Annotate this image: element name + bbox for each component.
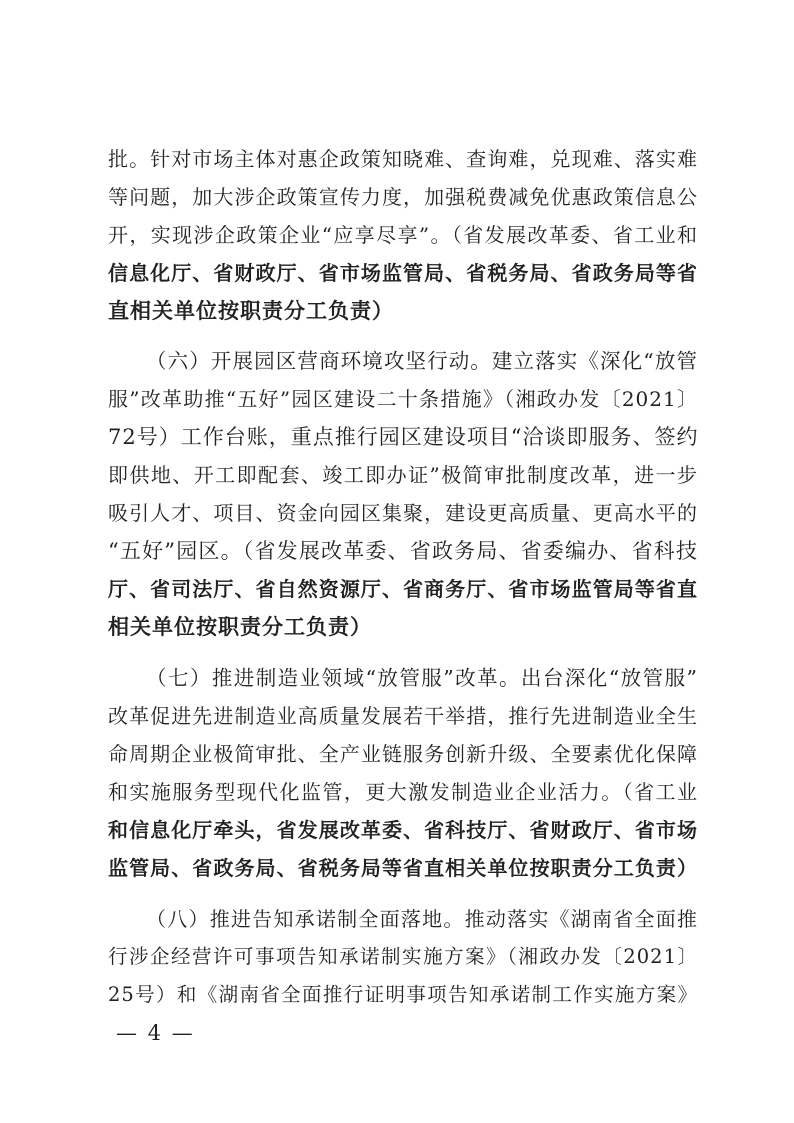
text-line: 命周期企业极简审批、全产业链服务创新升级、全要素优化保障 — [108, 742, 698, 766]
text-line: 开，实现涉企政策企业“应享尽享”。（省发展改革委、省工业和 — [108, 223, 698, 247]
text-line: 72号）工作台账，重点推行园区建设项目“洽谈即服务、签约 — [108, 425, 699, 449]
text-line: 监管局、省政务局、省税务局等省直相关单位按职责分工负责） — [108, 856, 698, 880]
paragraph-2 — [108, 342, 698, 646]
paragraph-3 — [108, 659, 698, 887]
paragraph-4 — [108, 900, 698, 1014]
text-line: 吸引人才、项目、资金向园区集聚，建设更高质量、更高水平的 — [108, 501, 698, 525]
text-line: 改革促进先进制造业高质量发展若干举措，推行先进制造业全生 — [108, 704, 698, 728]
text-line: “五好”园区。（省发展改革委、省政务局、省委编办、省科技 — [108, 539, 698, 563]
text-line: 厅、省司法厅、省自然资源厅、省商务厅、省市场监管局等省直 — [108, 577, 698, 601]
text-line: 和信息化厅牵头，省发展改革委、省科技厅、省财政厅、省市场 — [108, 818, 698, 842]
text-line: （八）推进告知承诺制全面落地。推动落实《湖南省全面推 — [146, 907, 698, 931]
text-line: 批。针对市场主体对惠企政策知晓难、查询难，兑现难、落实难 — [108, 147, 698, 171]
text-line: 信息化厅、省财政厅、省市场监管局、省税务局、省政务局等省 — [108, 261, 698, 285]
text-line: 和实施服务型现代化监管，更大激发制造业企业活力。（省工业 — [108, 780, 698, 804]
text-line: 行涉企经营许可事项告知承诺制实施方案》（湘政办发〔2021〕 — [108, 945, 698, 968]
text-line: （七）推进制造业领域“放管服”改革。出台深化“放管服” — [146, 666, 698, 690]
page-number: — 4 — — [116, 1021, 195, 1045]
text-line: 即供地、开工即配套、竣工即办证”极简审批制度改革，进一步 — [108, 463, 698, 487]
text-line: 服”改革助推“五好”园区建设二十条措施》（湘政办发〔2021〕 — [108, 387, 698, 411]
text-line: 相关单位按职责分工负责） — [108, 615, 372, 639]
text-line: 直相关单位按职责分工负责） — [108, 299, 394, 323]
text-line: 25号）和《湖南省全面推行证明事项告知承诺制工作实施方案》 — [108, 983, 698, 1006]
text-line: （六）开展园区营商环境攻坚行动。建立落实《深化“放管 — [146, 349, 698, 373]
text-line: 等问题，加大涉企政策宣传力度，加强税费减免优惠政策信息公 — [108, 185, 698, 209]
paragraph-1 — [108, 140, 698, 330]
